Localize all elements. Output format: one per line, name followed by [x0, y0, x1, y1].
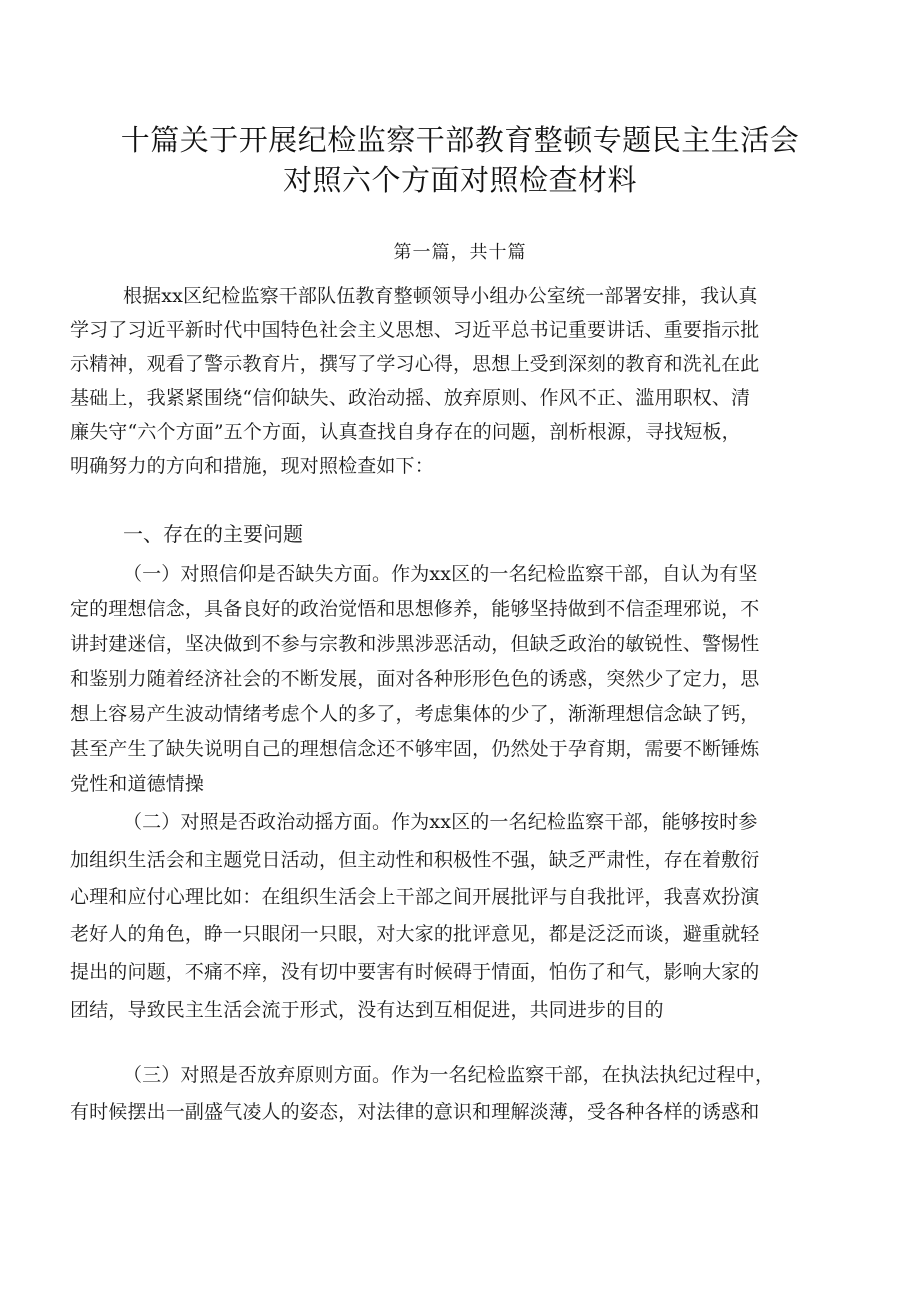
paragraph-line: 有时候摆出一副盛气凌人的姿态，对法律的意识和理解淡薄，受各种各样的诱惑和: [70, 1101, 760, 1123]
paragraph-line: 和鉴别力随着经济社会的不断发展，面对各种形形色色的诱惑，突然少了定力，思: [70, 668, 760, 690]
paragraph-line: 甚至产生了缺失说明自己的理想信念还不够牢固，仍然处于孕育期，需要不断锤炼: [70, 738, 760, 760]
paragraph-line: 讲封建迷信，坚决做到不参与宗教和涉黑涉恶活动，但缺乏政治的敏锐性、警惕性: [70, 633, 760, 655]
paragraph-line: 廉失守“六个方面”五个方面，认真查找自身存在的问题，剖析根源，寻找短板，: [70, 421, 741, 443]
document-title-line-2: 对照六个方面对照检查材料: [282, 163, 637, 197]
paragraph-line: （一）对照信仰是否缺失方面。作为xx区的一名纪检监察干部，自认为有坚: [123, 563, 758, 585]
document-subtitle: 第一篇，共十篇: [393, 242, 527, 263]
document-title-line-1: 十篇关于开展纪检监察干部教育整顿专题民主生活会: [120, 123, 800, 157]
paragraph-line: 示精神，观看了警示教育片，撰写了学习心得，思想上受到深刻的教育和洗礼在此: [70, 353, 760, 375]
paragraph-line: 明确努力的方向和措施，现对照检查如下：: [70, 455, 434, 477]
paragraph-line: 定的理想信念，具备良好的政治觉悟和思想修养，能够坚持做到不信歪理邪说，不: [70, 598, 760, 620]
section-heading: 一、存在的主要问题: [123, 522, 303, 546]
paragraph-line: 基础上，我紧紧围绕“信仰缺失、政治动摇、放弃原则、作风不正、滥用职权、清: [70, 387, 751, 409]
paragraph-line: 团结，导致民主生活会流于形式，没有达到互相促进，共同进步的目的: [70, 999, 664, 1021]
paragraph-line: 老好人的角色，睁一只眼闭一只眼，对大家的批评意见，都是泛泛而谈，避重就轻: [70, 923, 760, 945]
paragraph-line: 党性和道德情操: [70, 773, 205, 795]
paragraph-line: 加组织生活会和主题党日活动，但主动性和积极性不强，缺乏严肃性，存在着敷衍: [70, 849, 760, 871]
paragraph-line: 根据xx区纪检监察干部队伍教育整顿领导小组办公室统一部署安排，我认真: [123, 285, 758, 307]
paragraph-line: 学习了习近平新时代中国特色社会主义思想、习近平总书记重要讲话、重要指示批: [70, 319, 760, 341]
paragraph-line: （二）对照是否政治动摇方面。作为xx区的一名纪检监察干部，能够按时参: [123, 811, 758, 833]
paragraph-line: （三）对照是否放弃原则方面。作为一名纪检监察干部，在执法执纪过程中，: [123, 1064, 775, 1086]
paragraph-line: 想上容易产生波动情绪考虑个人的多了，考虑集体的少了，渐渐理想信念缺了钙，: [70, 703, 760, 725]
paragraph-line: 心理和应付心理比如：在组织生活会上干部之间开展批评与自我批评，我喜欢扮演: [70, 886, 760, 908]
paragraph-line: 提出的问题，不痛不痒，没有切中要害有时候碍于情面，怕伤了和气，影响大家的: [70, 961, 760, 983]
